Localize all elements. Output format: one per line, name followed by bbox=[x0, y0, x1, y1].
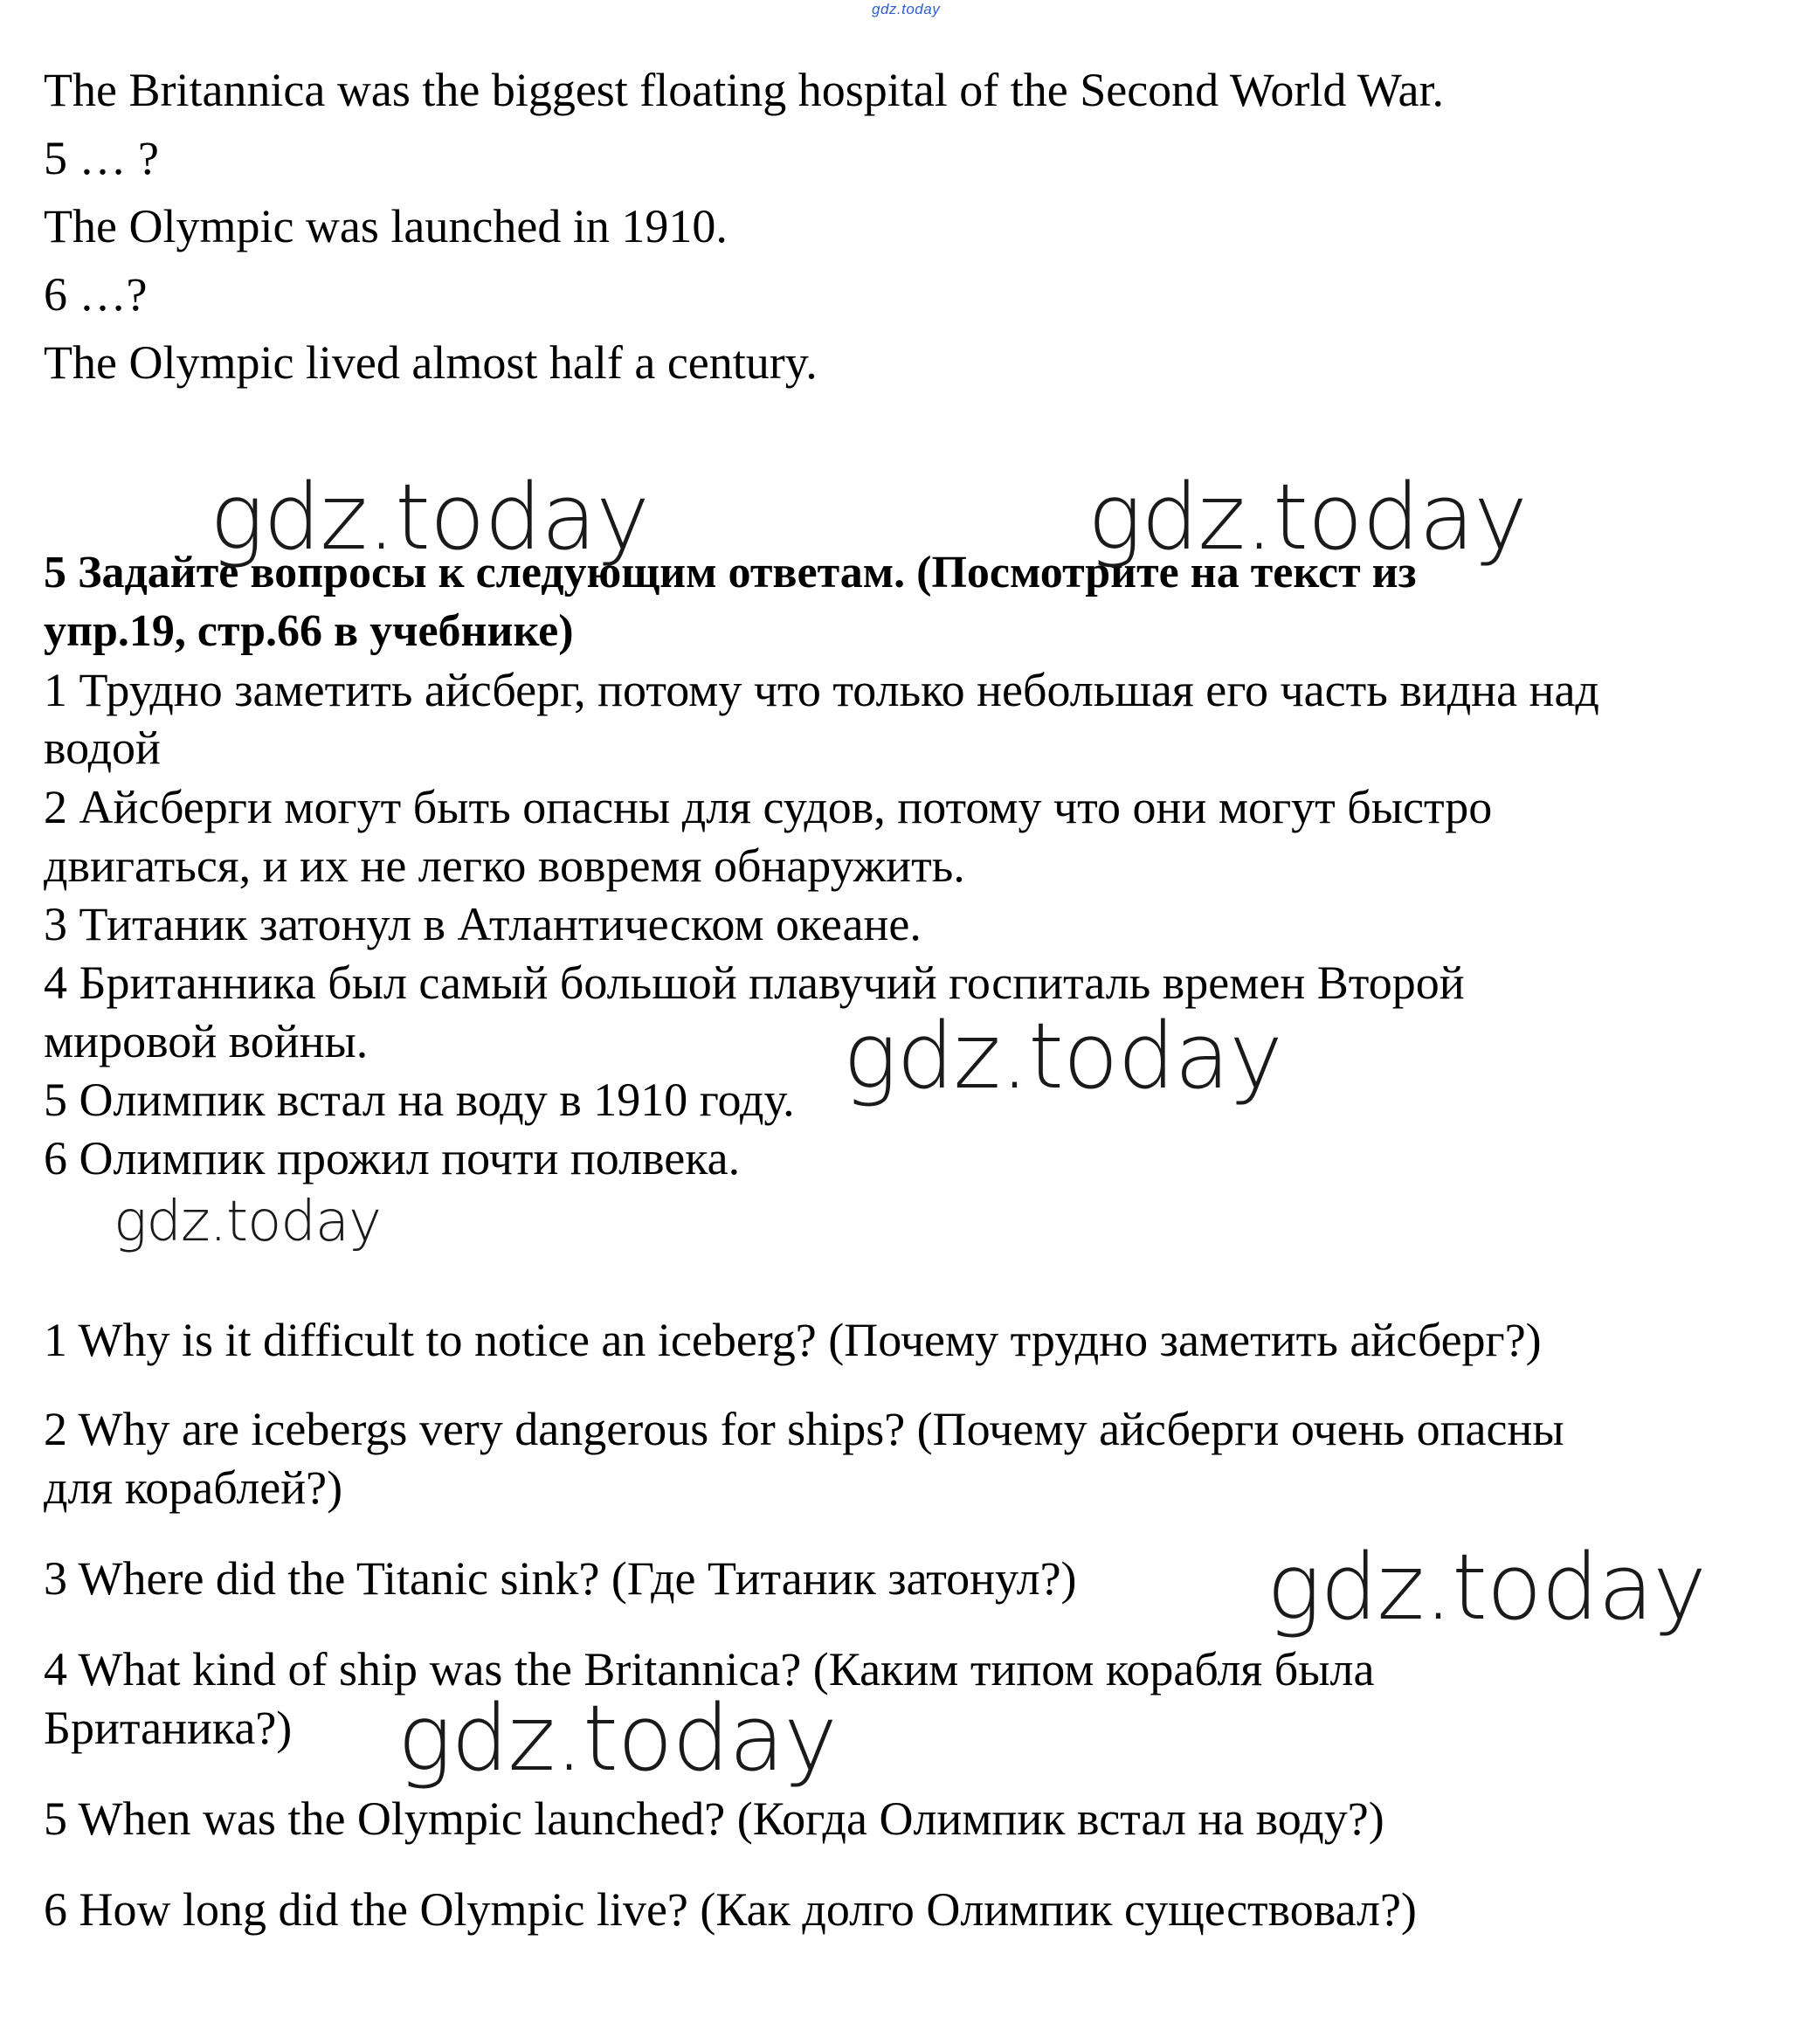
exercise-title: упр.19, стр.66 в учебнике) bbox=[44, 606, 574, 656]
question-line: для кораблей?) bbox=[44, 1461, 343, 1514]
watermark: gdz.today bbox=[1267, 1534, 1706, 1640]
answer-line: 2 Айсберги могут быть опасны для судов, потому что они могут быстро bbox=[44, 781, 1493, 833]
question-line: 3 Where did the Titanic sink? (Где Титаник затонул?) bbox=[44, 1552, 1077, 1605]
answer-line: 5 Олимпик встал на воду в 1910 году. bbox=[44, 1074, 795, 1126]
text-line: The Olympic lived almost half a century. bbox=[44, 336, 818, 389]
answer-line: 3 Титаник затонул в Атлантическом океане. bbox=[44, 898, 922, 950]
text-line: 5 … ? bbox=[44, 132, 159, 184]
question-line: 6 How long did the Olympic live? (Как долго Олимпик существовал?) bbox=[44, 1883, 1417, 1936]
question-line: 5 When was the Olympic launched? (Когда Олимпик встал на воду?) bbox=[44, 1792, 1384, 1845]
answer-line: двигаться, и их не легко вовремя обнаружить. bbox=[44, 839, 965, 892]
answer-line: 4 Британника был самый большой плавучий госпиталь времен Второй bbox=[44, 956, 1465, 1009]
answer-line: водой bbox=[44, 722, 161, 774]
answer-line: 6 Олимпик прожил почти полвека. bbox=[44, 1132, 741, 1184]
text-line: 6 …? bbox=[44, 268, 148, 321]
answer-line: 1 Трудно заметить айсберг, потому что только небольшая его часть видна над bbox=[44, 664, 1599, 716]
question-line: Британика?) bbox=[44, 1702, 293, 1754]
watermark: gdz.today bbox=[1087, 464, 1527, 570]
text-line: The Olympic was launched in 1910. bbox=[44, 200, 728, 252]
answer-line: мировой войны. bbox=[44, 1015, 369, 1067]
watermark: gdz.today bbox=[397, 1685, 837, 1792]
exercise-title: 5 Задайте вопросы к следующим ответам. (Посмотрите на текст из bbox=[44, 548, 1417, 597]
question-line: 4 What kind of ship was the Britannica? (Каким типом корабля была bbox=[44, 1643, 1375, 1695]
watermark: gdz.today bbox=[114, 1190, 381, 1254]
question-line: 2 Why are icebergs very dangerous for ships? (Почему айсберги очень опасны bbox=[44, 1403, 1564, 1455]
question-line: 1 Why is it difficult to notice an iceberg? (Почему трудно заметить айсберг?) bbox=[44, 1314, 1542, 1366]
watermark: gdz.today bbox=[210, 464, 649, 570]
header-site-mark: gdz.today bbox=[872, 1, 941, 17]
watermark: gdz.today bbox=[843, 1003, 1282, 1109]
text-line: The Britannica was the biggest floating hospital of the Second World War. bbox=[44, 64, 1444, 116]
